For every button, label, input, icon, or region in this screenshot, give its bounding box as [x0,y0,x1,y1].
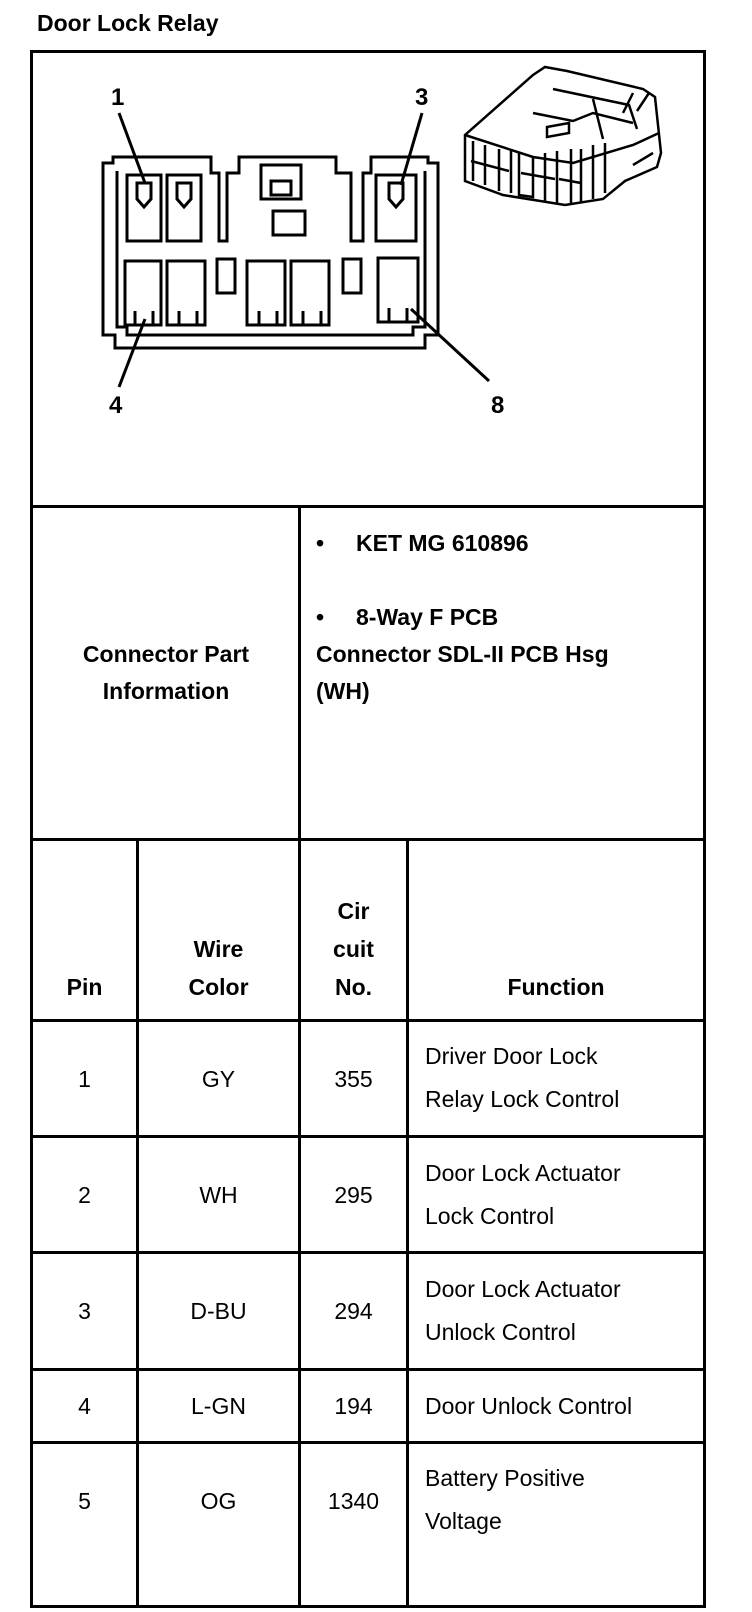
row-1-function-line-1: Driver Door Lock [425,1043,598,1069]
row-3-function-line-1: Door Lock Actuator [425,1276,621,1302]
row-3-wire-color: D-BU [190,1298,247,1324]
row-3-circuit: 294 [334,1298,373,1324]
header-wire-color-line-2: Color [188,974,249,1000]
divider-row-2 [30,1251,706,1254]
connector-part-number: KET MG 610896 [356,530,529,556]
row-2-circuit: 295 [334,1182,373,1208]
connector-info-item-2 [316,599,696,710]
row-2-function [425,1152,621,1238]
divider-row-1 [30,1135,706,1138]
connector-info-item-1 [316,525,696,562]
page-title: Door Lock Relay [37,10,219,36]
header-function: Function [507,974,605,1000]
pin-callout-1: 1 [111,84,125,111]
pin-callout-8: 8 [491,392,505,419]
divider-connector-info [30,838,706,841]
row-1-wire-color: GY [201,1066,236,1092]
bullet-mark: • [316,530,325,556]
connector-diagram [33,53,703,505]
row-4-function [425,1385,632,1428]
connector-desc-line-3: (WH) [316,678,370,704]
row-1-circuit: 355 [334,1066,373,1092]
row-1-function-line-2: Relay Lock Control [425,1086,620,1112]
header-circuit-line-2: cuit [333,936,374,962]
connector-desc-line-2: Connector SDL-II PCB Hsg [316,641,609,667]
row-3-function-line-2: Unlock Control [425,1319,576,1345]
connector-part-info-label: Connector Part Information [82,641,250,704]
row-5-wire-color: OG [200,1488,237,1514]
bullet-mark: • [316,604,325,630]
row-1-pin: 1 [78,1066,91,1092]
row-2-pin: 2 [78,1182,91,1208]
pin-callout-3: 3 [415,84,429,111]
row-3-function [425,1268,621,1354]
row-3-pin: 3 [78,1298,91,1324]
row-2-function-line-1: Door Lock Actuator [425,1160,621,1186]
divider-row-3 [30,1368,706,1371]
row-5-circuit: 1340 [327,1488,380,1514]
header-wire-color-line-1: Wire [193,936,244,962]
row-5-function-line-1: Battery Positive [425,1465,585,1491]
divider-header [30,1019,706,1022]
pin-callout-4: 4 [109,392,123,419]
connector-part-info-values [316,525,696,710]
header-circuit-no [301,892,406,1006]
row-1-function [425,1035,619,1121]
divider-row-4 [30,1441,706,1444]
row-5-function-line-2: Voltage [425,1508,502,1534]
row-4-wire-color: L-GN [191,1393,246,1419]
row-4-circuit: 194 [334,1393,373,1419]
header-circuit-line-3: No. [334,974,373,1000]
row-2-function-line-2: Lock Control [425,1203,555,1229]
row-4-pin: 4 [78,1393,91,1419]
row-5-function [425,1457,585,1543]
header-wire-color [139,930,298,1006]
divider-col-circuit [406,841,409,1608]
header-pin: Pin [66,974,103,1000]
connector-isometric-image [465,67,661,205]
row-2-wire-color: WH [199,1182,238,1208]
row-5-pin: 5 [78,1488,91,1514]
header-circuit-line-1: Cir [337,898,370,924]
row-4-function-line-1: Door Unlock Control [425,1393,633,1419]
connector-desc-line-1: 8-Way F PCB [356,604,499,630]
